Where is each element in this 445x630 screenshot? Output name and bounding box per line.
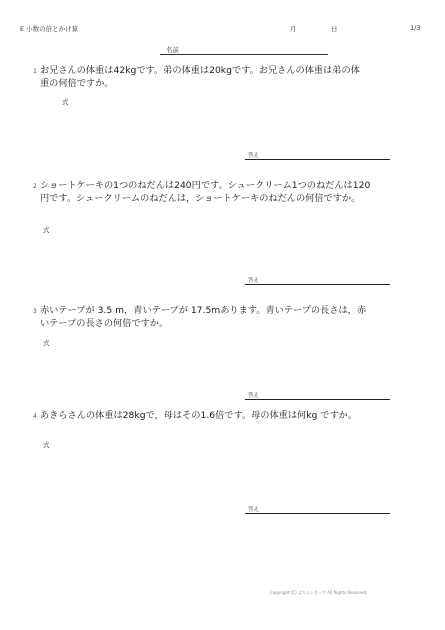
question-1-number: 1: [33, 68, 37, 75]
worksheet-title: E 小数の倍とかけ算: [20, 25, 79, 33]
question-4-formula-label: 式: [43, 441, 50, 449]
question-2-line-2: 円です。シュークリームのねだんは，ショートケーキのねだんの何倍ですか。: [40, 192, 361, 204]
question-3-answer-label: 答え: [248, 393, 260, 399]
question-4-number: 4: [33, 413, 37, 420]
copyright-notice: Copyright (C) ぷりんときっず All Rights Reserved.: [270, 590, 368, 595]
question-3-number: 3: [33, 308, 37, 315]
question-2-text: [40, 180, 415, 205]
question-3-answer-line: [245, 399, 390, 400]
question-1-formula-label: 式: [62, 98, 69, 106]
question-2-number: 2: [33, 183, 37, 190]
question-1-answer-line: [245, 159, 390, 160]
question-1-line-1: お兄さんの体重は42kgです。弟の体重は20kgです。お兄さんの体重は弟の体: [40, 65, 360, 76]
question-3-line-2: いテープの長さの何倍ですか。: [40, 317, 169, 329]
question-3-text: [40, 305, 415, 330]
question-4-line-1: あきらさんの体重は28kgで，母はその1.6倍です。母の体重は何kg ですか。: [40, 410, 358, 421]
name-line: [160, 54, 328, 55]
question-2-formula-label: 式: [43, 226, 50, 234]
question-2-answer-label: 答え: [248, 278, 260, 284]
question-2-line-1: ショートケーキの1つのねだんは240円です。シュークリーム1つのねだんは120: [40, 180, 371, 191]
day-label: 日: [331, 25, 338, 33]
question-1-answer-label: 答え: [248, 153, 260, 159]
question-4-answer-line: [245, 513, 390, 514]
question-1-text: [40, 65, 415, 90]
page-number: 1/3: [410, 24, 421, 32]
question-4-answer-label: 答え: [248, 507, 260, 513]
question-1-line-2: 重の何倍ですか。: [40, 77, 114, 89]
month-label: 月: [290, 25, 297, 33]
question-3-line-1: 赤いテープが 3.5 m，青いテープが 17.5mあります。青いテープの長さは，赤: [40, 305, 367, 316]
question-3-formula-label: 式: [43, 339, 50, 347]
question-2-answer-line: [245, 284, 390, 285]
question-4-text: [40, 410, 415, 423]
name-label: 名前: [166, 46, 179, 54]
